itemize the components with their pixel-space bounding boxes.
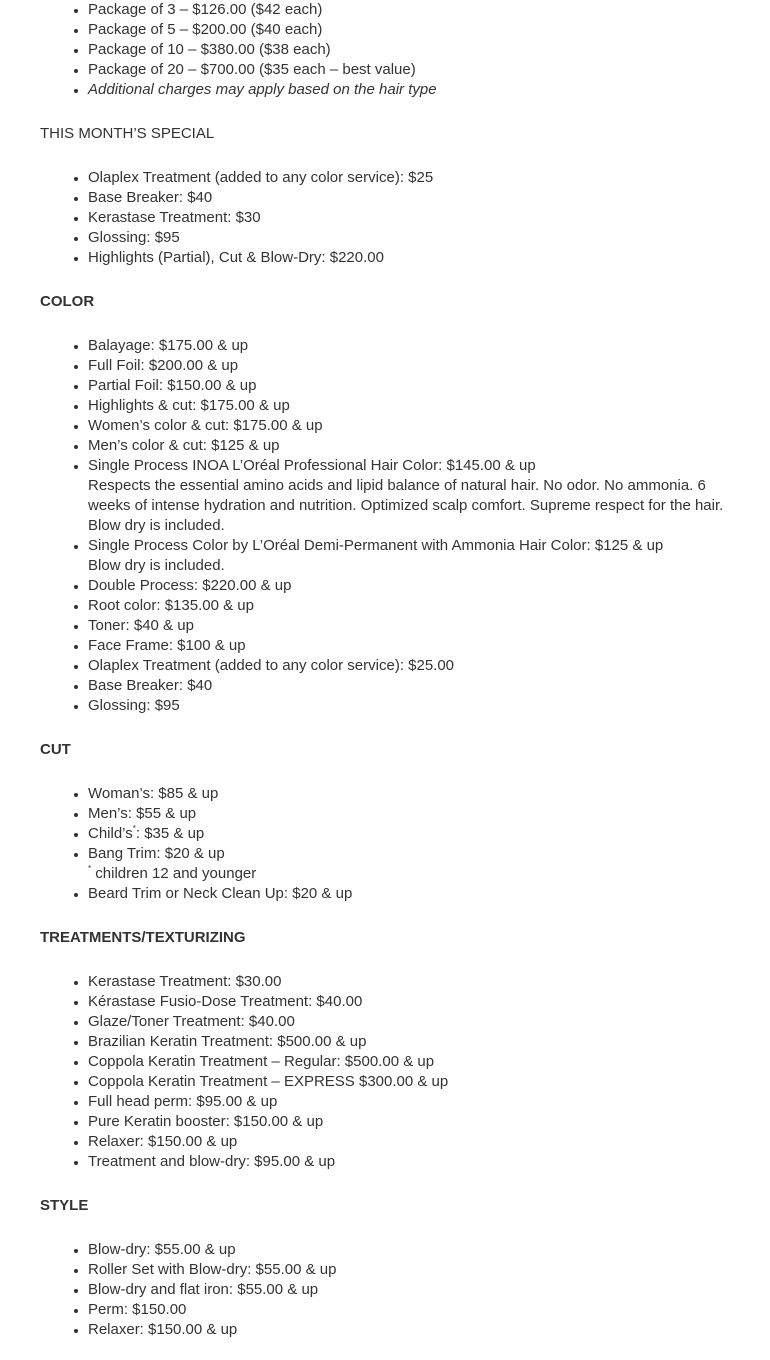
- list-item: • Full head perm: $95.00 & up: [88, 1092, 730, 1112]
- list-item: • Partial Foil: $150.00 & up: [88, 376, 730, 396]
- list-item: • Olaplex Treatment (added to any color service): $25.00: [88, 656, 730, 676]
- list-item: • Glaze/Toner Treatment: $40.00: [88, 1012, 730, 1032]
- cut-heading: CUT: [40, 741, 71, 758]
- bang-trim: Bang Trim: $20 & up: [88, 845, 225, 862]
- list-item: • Beard Trim or Neck Clean Up: $20 & up: [88, 884, 730, 904]
- list-item: • Blow-dry and flat iron: $55.00 & up: [88, 1280, 730, 1300]
- list-item: • Package of 10 – $380.00 ($38 each): [88, 40, 730, 60]
- special-heading: THIS MONTH’S SPECIAL: [40, 125, 215, 142]
- footnote-text: children 12 and younger: [95, 865, 257, 882]
- list-item: • Blow-dry: $55.00 & up: [88, 1240, 730, 1260]
- list-item: • Package of 3 – $126.00 ($42 each): [88, 0, 730, 20]
- list-item: • Package of 5 – $200.00 ($40 each): [88, 20, 730, 40]
- list-item: • Pure Keratin booster: $150.00 & up: [88, 1112, 730, 1132]
- list-item: • Toner: $40 & up: [88, 616, 730, 636]
- style-heading: STYLE: [40, 1197, 89, 1214]
- list-item: [88, 844, 730, 884]
- list-item: • Highlights & cut: $175.00 & up: [88, 396, 730, 416]
- child-label: Child’s: [88, 825, 133, 842]
- list-item: • Glossing: $95: [88, 696, 730, 716]
- list-item: • Relaxer: $150.00 & up: [88, 1320, 730, 1340]
- list-item: • Men’s color & cut: $125 & up: [88, 436, 730, 456]
- list-item: • Package of 20 – $700.00 ($35 each – best value): [88, 60, 730, 80]
- list-item: • Woman’s: $85 & up: [88, 784, 730, 804]
- list-item: • Perm: $150.00: [88, 1300, 730, 1320]
- list-item: • Double Process: $220.00 & up: [88, 576, 730, 596]
- list-item: • Kerastase Treatment: $30.00: [88, 972, 730, 992]
- inoa-description: Respects the essential amino acids and lipid balance of natural hair. No odor. No ammonia. 6 weeks of intense hydration and nutrition. Optimized scalp comfort. Supreme respect for the hair. Blow dry is included.: [88, 477, 724, 534]
- special-list: [40, 168, 730, 268]
- list-item: • Relaxer: $150.00 & up: [88, 1132, 730, 1152]
- list-item: • Men’s: $55 & up: [88, 804, 730, 824]
- list-item: • Base Breaker: $40: [88, 676, 730, 696]
- list-item: • Highlights (Partial), Cut & Blow-Dry: $220.00: [88, 248, 730, 268]
- list-item: • Brazilian Keratin Treatment: $500.00 & up: [88, 1032, 730, 1052]
- style-list: [40, 1240, 730, 1340]
- list-item: • Face Frame: $100 & up: [88, 636, 730, 656]
- additional-charges-note: • Additional charges may apply based on the hair type: [88, 80, 730, 100]
- list-item: • Root color: $135.00 & up: [88, 596, 730, 616]
- list-item: • Kérastase Fusio-Dose Treatment: $40.00: [88, 992, 730, 1012]
- treatments-heading: TREATMENTS/TEXTURIZING: [40, 929, 246, 946]
- list-item: • Roller Set with Blow-dry: $55.00 & up: [88, 1260, 730, 1280]
- list-item: [88, 536, 730, 576]
- cut-list: [40, 784, 730, 904]
- list-item: [88, 456, 730, 536]
- list-item: • Coppola Keratin Treatment – EXPRESS $300.00 & up: [88, 1072, 730, 1092]
- list-item: • Base Breaker: $40: [88, 188, 730, 208]
- list-item: [88, 824, 730, 844]
- treatments-list: [40, 972, 730, 1172]
- color-heading: COLOR: [40, 293, 95, 310]
- list-item: • Full Foil: $200.00 & up: [88, 356, 730, 376]
- demi-title: Single Process Color by L’Oréal Demi-Permanent with Ammonia Hair Color: $125 & up: [88, 537, 664, 554]
- asterisk-marker: *: [88, 864, 92, 873]
- color-list: [40, 336, 730, 716]
- list-item: • Women’s color & cut: $175.00 & up: [88, 416, 730, 436]
- children-footnote: [88, 864, 730, 884]
- child-price: : $35 & up: [135, 825, 205, 842]
- list-item: • Glossing: $95: [88, 228, 730, 248]
- list-item: • Olaplex Treatment (added to any color service): $25: [88, 168, 730, 188]
- asterisk-marker: *: [132, 824, 136, 833]
- list-item: • Balayage: $175.00 & up: [88, 336, 730, 356]
- list-item: • Kerastase Treatment: $30: [88, 208, 730, 228]
- packages-list: [40, 0, 730, 100]
- inoa-title: Single Process INOA L’Oréal Professional Hair Color: $145.00 & up: [88, 457, 536, 474]
- list-item: • Treatment and blow-dry: $95.00 & up: [88, 1152, 730, 1172]
- demi-description: Blow dry is included.: [88, 557, 225, 574]
- list-item: • Coppola Keratin Treatment – Regular: $500.00 & up: [88, 1052, 730, 1072]
